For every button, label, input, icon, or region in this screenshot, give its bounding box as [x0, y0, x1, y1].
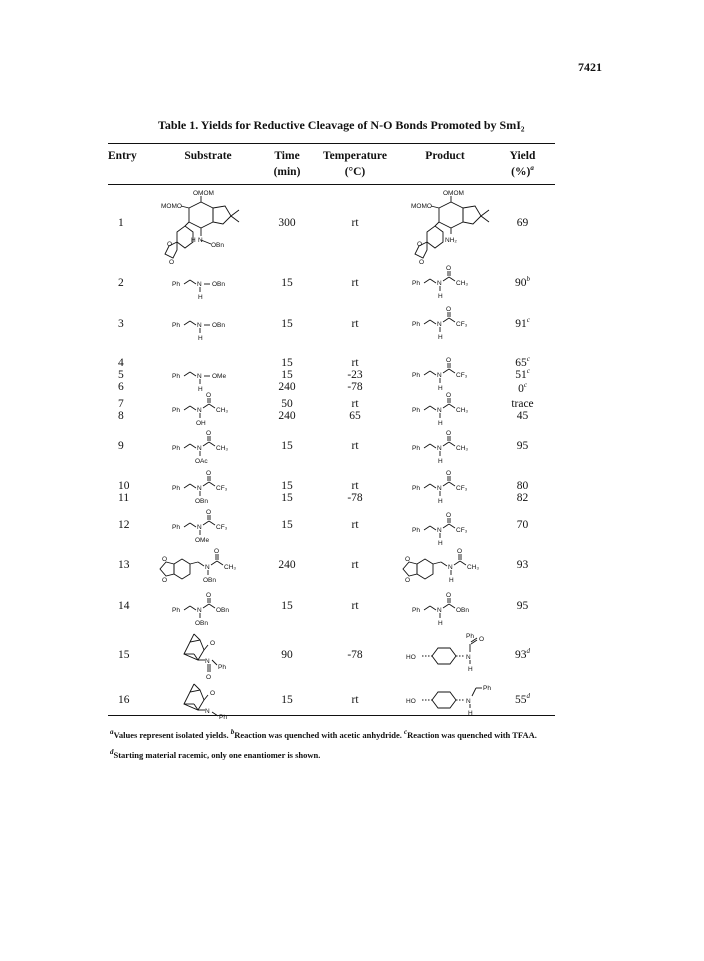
svg-text:OBn: OBn: [195, 620, 209, 627]
svg-text:OH: OH: [196, 420, 206, 427]
product-structure-16: [404, 678, 494, 718]
svg-text:Ph: Ph: [412, 321, 420, 328]
footnote-b: Reaction was quenched with acetic anhydride.: [234, 730, 402, 740]
product-structure-15: [404, 630, 494, 680]
svg-text:Ph: Ph: [172, 445, 180, 452]
time-value: 15: [281, 694, 293, 706]
substrate-structure-13: [152, 548, 252, 593]
svg-text:OBn: OBn: [212, 281, 226, 288]
svg-text:OMOM: OMOM: [443, 190, 464, 197]
svg-text:N: N: [437, 607, 442, 614]
svg-text:CF₃: CF₃: [456, 321, 468, 328]
entry-number: 7: [118, 398, 124, 410]
svg-text:OBn: OBn: [212, 322, 226, 329]
time-value: 15: [281, 357, 293, 369]
svg-text:H: H: [438, 293, 443, 300]
svg-text:H: H: [468, 666, 473, 673]
svg-text:OBn: OBn: [195, 498, 209, 505]
svg-text:CH₃: CH₃: [224, 564, 237, 571]
svg-text:O: O: [214, 548, 220, 555]
temperature-value: rt: [351, 277, 359, 289]
yield-value: 0$^c$: [518, 381, 527, 395]
substrate-structure-1: [155, 190, 245, 270]
svg-text:CF₃: CF₃: [216, 524, 228, 531]
svg-text:N: N: [437, 372, 442, 379]
temperature-value: rt: [351, 318, 359, 330]
entry-number: 8: [118, 410, 124, 422]
yield-value: 70: [516, 519, 529, 531]
svg-text:O: O: [446, 306, 452, 313]
substrate-structure-15: [172, 632, 242, 682]
svg-text:O: O: [167, 241, 173, 248]
svg-text:CH₃: CH₃: [456, 445, 469, 452]
time-value: 15: [281, 600, 293, 612]
svg-text:O: O: [210, 690, 216, 697]
svg-text:Ph: Ph: [412, 485, 420, 492]
yield-value: trace: [511, 398, 534, 410]
temperature-value: rt: [351, 480, 359, 492]
svg-text:O: O: [206, 592, 212, 599]
time-value: 240: [278, 559, 296, 571]
svg-text:NH₂: NH₂: [445, 237, 457, 244]
temperature-value: rt: [351, 217, 359, 229]
svg-text:CF₃: CF₃: [456, 372, 468, 379]
svg-text:N: N: [466, 654, 471, 661]
footnote-a: Values represent isolated yields.: [113, 730, 229, 740]
header-yield-unit: (%)$^a$: [511, 164, 534, 178]
yield-value: 93$^d$: [515, 647, 530, 661]
svg-text:O: O: [206, 470, 212, 477]
header-yield: Yield: [509, 150, 536, 162]
svg-text:Ph: Ph: [218, 664, 226, 671]
svg-text:H: H: [198, 294, 203, 301]
temperature-value: rt: [351, 694, 359, 706]
svg-text:Ph: Ph: [172, 373, 180, 380]
table-title: Table 1. Yields for Reductive Cleavage of N-O Bonds Promoted by SmI₂: [158, 118, 525, 132]
svg-text:OMe: OMe: [212, 373, 227, 380]
svg-text:Ph: Ph: [483, 685, 491, 692]
yield-value: 91$^c$: [515, 316, 530, 330]
svg-text:O: O: [446, 392, 452, 399]
svg-text:H: H: [198, 335, 203, 342]
svg-text:Ph: Ph: [412, 372, 420, 379]
svg-text:N: N: [197, 607, 202, 614]
svg-text:O: O: [457, 548, 463, 555]
svg-text:N: N: [197, 281, 202, 288]
entry-number: 1: [118, 217, 124, 229]
entry-number: 16: [118, 694, 130, 706]
svg-text:CF₃: CF₃: [456, 485, 468, 492]
time-value: 240: [278, 381, 296, 393]
entry-number: 13: [118, 559, 130, 571]
table-header-rule: [108, 184, 555, 185]
svg-text:CH₃: CH₃: [456, 407, 469, 414]
svg-text:O: O: [206, 509, 212, 516]
entry-number: 2: [118, 277, 124, 289]
svg-text:O: O: [419, 259, 425, 266]
svg-text:CH₃: CH₃: [216, 407, 229, 414]
svg-text:N: N: [437, 280, 442, 287]
time-value: 50: [281, 398, 293, 410]
svg-text:O: O: [446, 430, 452, 437]
svg-text:O: O: [206, 430, 212, 437]
svg-text:Ph: Ph: [172, 485, 180, 492]
time-value: 15: [281, 492, 293, 504]
yield-value: 95: [516, 440, 529, 452]
svg-text:H: H: [438, 334, 443, 341]
temperature-value: rt: [351, 519, 359, 531]
product-structure-13: [395, 548, 495, 593]
time-value: 15: [281, 480, 293, 492]
svg-text:H: H: [438, 458, 443, 465]
svg-text:MOMO: MOMO: [411, 203, 432, 210]
yield-value: 45: [516, 410, 529, 422]
footnote-d: Starting material racemic, only one enantiomer is shown.: [113, 750, 321, 760]
svg-text:O: O: [446, 265, 452, 272]
yield-value: 69: [516, 217, 529, 229]
svg-text:N: N: [437, 321, 442, 328]
yield-value: 65$^c$: [515, 355, 530, 369]
svg-text:Ph: Ph: [172, 607, 180, 614]
substrate-structure-12: [172, 507, 252, 552]
header-time: Time: [274, 150, 300, 162]
product-structure-1: [405, 190, 495, 270]
svg-text:CF₃: CF₃: [216, 485, 228, 492]
svg-text:N: N: [197, 407, 202, 414]
svg-text:O: O: [446, 592, 452, 599]
entry-number: 14: [118, 600, 130, 612]
header-time-unit: (min): [273, 166, 301, 178]
svg-text:CH₃: CH₃: [467, 564, 480, 571]
svg-text:OMe: OMe: [195, 537, 210, 544]
svg-text:CH₃: CH₃: [456, 280, 469, 287]
svg-text:OBn: OBn: [456, 607, 470, 614]
time-value: 15: [281, 277, 293, 289]
svg-text:N: N: [437, 527, 442, 534]
table-footnotes: $^a$Values represent isolated yields. $^b$Reaction was quenched with acetic anhydride. $^c$Reaction was quenched with TFAA. $^d$Starting material racemic, only one enantiomer is shown.: [110, 728, 537, 760]
svg-text:OMOM: OMOM: [193, 190, 214, 197]
product-structure-2: [412, 263, 492, 308]
entry-number: 12: [118, 519, 130, 531]
yield-value: 51$^c$: [515, 367, 530, 381]
svg-text:OBn: OBn: [216, 607, 230, 614]
svg-text:Ph: Ph: [412, 527, 420, 534]
svg-text:Ph: Ph: [219, 714, 227, 721]
product-structure-14: [412, 590, 492, 635]
svg-text:CH₃: CH₃: [216, 445, 229, 452]
svg-text:N: N: [437, 445, 442, 452]
svg-text:N: N: [197, 322, 202, 329]
substrate-structure-14: [172, 590, 252, 635]
svg-text:N: N: [437, 407, 442, 414]
temperature-value: -23: [347, 369, 363, 381]
svg-text:N: N: [448, 564, 453, 571]
svg-text:OBn: OBn: [203, 577, 217, 584]
time-value: 240: [278, 410, 296, 422]
svg-text:H: H: [438, 420, 443, 427]
svg-text:N: N: [197, 485, 202, 492]
entry-number: 6: [118, 381, 124, 393]
svg-text:N: N: [197, 524, 202, 531]
yield-value: 95: [516, 600, 529, 612]
yield-value: 93: [516, 559, 529, 571]
time-value: 15: [281, 318, 293, 330]
entry-number: 10: [118, 480, 130, 492]
svg-text:HO: HO: [406, 654, 416, 661]
substrate-structure-16: [172, 682, 242, 722]
svg-text:N: N: [197, 373, 202, 380]
svg-text:H: H: [438, 540, 443, 547]
substrate-structure-3: [172, 317, 242, 347]
svg-text:H: H: [449, 577, 454, 584]
header-entry: Entry: [108, 150, 137, 162]
header-substrate: Substrate: [184, 150, 232, 162]
svg-text:OAc: OAc: [195, 458, 208, 465]
substrate-structure-2: [172, 276, 242, 306]
svg-text:MOMO: MOMO: [161, 203, 182, 210]
svg-text:O: O: [162, 556, 168, 563]
svg-text:Ph: Ph: [172, 281, 180, 288]
entry-number: 11: [118, 492, 130, 504]
svg-text:O: O: [446, 470, 452, 477]
svg-text:O: O: [446, 357, 452, 364]
time-value: 90: [281, 649, 293, 661]
svg-text:O: O: [206, 392, 212, 399]
svg-text:N: N: [466, 698, 471, 705]
svg-text:O: O: [162, 577, 168, 584]
svg-text:Ph: Ph: [412, 280, 420, 287]
temperature-value: 65: [349, 410, 361, 422]
svg-text:N: N: [205, 658, 210, 665]
header-temperature: Temperature: [323, 150, 387, 162]
temperature-value: rt: [351, 398, 359, 410]
svg-text:O: O: [405, 556, 411, 563]
yield-value: 82: [516, 492, 529, 504]
svg-text:Ph: Ph: [172, 407, 180, 414]
svg-text:H: H: [438, 385, 443, 392]
svg-text:N: N: [197, 445, 202, 452]
temperature-value: -78: [347, 649, 363, 661]
svg-text:H: H: [198, 386, 203, 393]
yield-value: 80: [516, 480, 529, 492]
time-value: 300: [278, 217, 296, 229]
svg-text:Ph: Ph: [412, 407, 420, 414]
entry-number: 9: [118, 440, 124, 452]
product-structure-10-11: [412, 468, 492, 513]
temperature-value: rt: [351, 600, 359, 612]
header-product: Product: [425, 150, 465, 162]
svg-text:N: N: [205, 708, 210, 715]
svg-text:OBn: OBn: [211, 242, 225, 249]
header-temperature-unit: (°C): [344, 166, 366, 178]
svg-text:O: O: [405, 577, 411, 584]
entry-number: 5: [118, 369, 124, 381]
temperature-value: -78: [347, 381, 363, 393]
svg-text:H: H: [468, 710, 473, 717]
svg-text:N: N: [205, 564, 210, 571]
yield-value: 55$^d$: [515, 692, 530, 706]
substrate-structure-9: [172, 428, 252, 473]
svg-text:Ph: Ph: [412, 445, 420, 452]
svg-text:Ph: Ph: [172, 322, 180, 329]
svg-text:Ph: Ph: [466, 633, 474, 640]
entry-number: 3: [118, 318, 124, 330]
svg-text:O: O: [210, 640, 216, 647]
temperature-value: rt: [351, 440, 359, 452]
svg-text:O: O: [417, 241, 423, 248]
entry-number: 4: [118, 357, 124, 369]
time-value: 15: [281, 519, 293, 531]
page-number: 7421: [578, 60, 602, 74]
time-value: 15: [281, 369, 293, 381]
svg-text:N: N: [198, 237, 203, 244]
svg-text:H: H: [191, 237, 196, 244]
svg-text:Ph: Ph: [412, 607, 420, 614]
table-top-rule: [108, 143, 555, 144]
svg-text:O: O: [206, 674, 212, 681]
temperature-value: rt: [351, 559, 359, 571]
footnote-c: Reaction was quenched with TFAA.: [407, 730, 537, 740]
yield-value: 90$^b$: [515, 275, 530, 289]
product-structure-9: [412, 428, 492, 473]
entry-number: 15: [118, 649, 130, 661]
svg-text:H: H: [438, 498, 443, 505]
svg-text:Ph: Ph: [172, 524, 180, 531]
svg-text:O: O: [446, 512, 452, 519]
temperature-value: rt: [351, 357, 359, 369]
svg-text:H: H: [438, 620, 443, 627]
svg-text:O: O: [479, 636, 485, 643]
svg-text:O: O: [169, 259, 175, 266]
svg-text:CF₃: CF₃: [456, 527, 468, 534]
svg-text:N: N: [437, 485, 442, 492]
svg-text:HO: HO: [406, 698, 416, 705]
temperature-value: -78: [347, 492, 363, 504]
time-value: 15: [281, 440, 293, 452]
product-structure-3: [412, 304, 492, 349]
